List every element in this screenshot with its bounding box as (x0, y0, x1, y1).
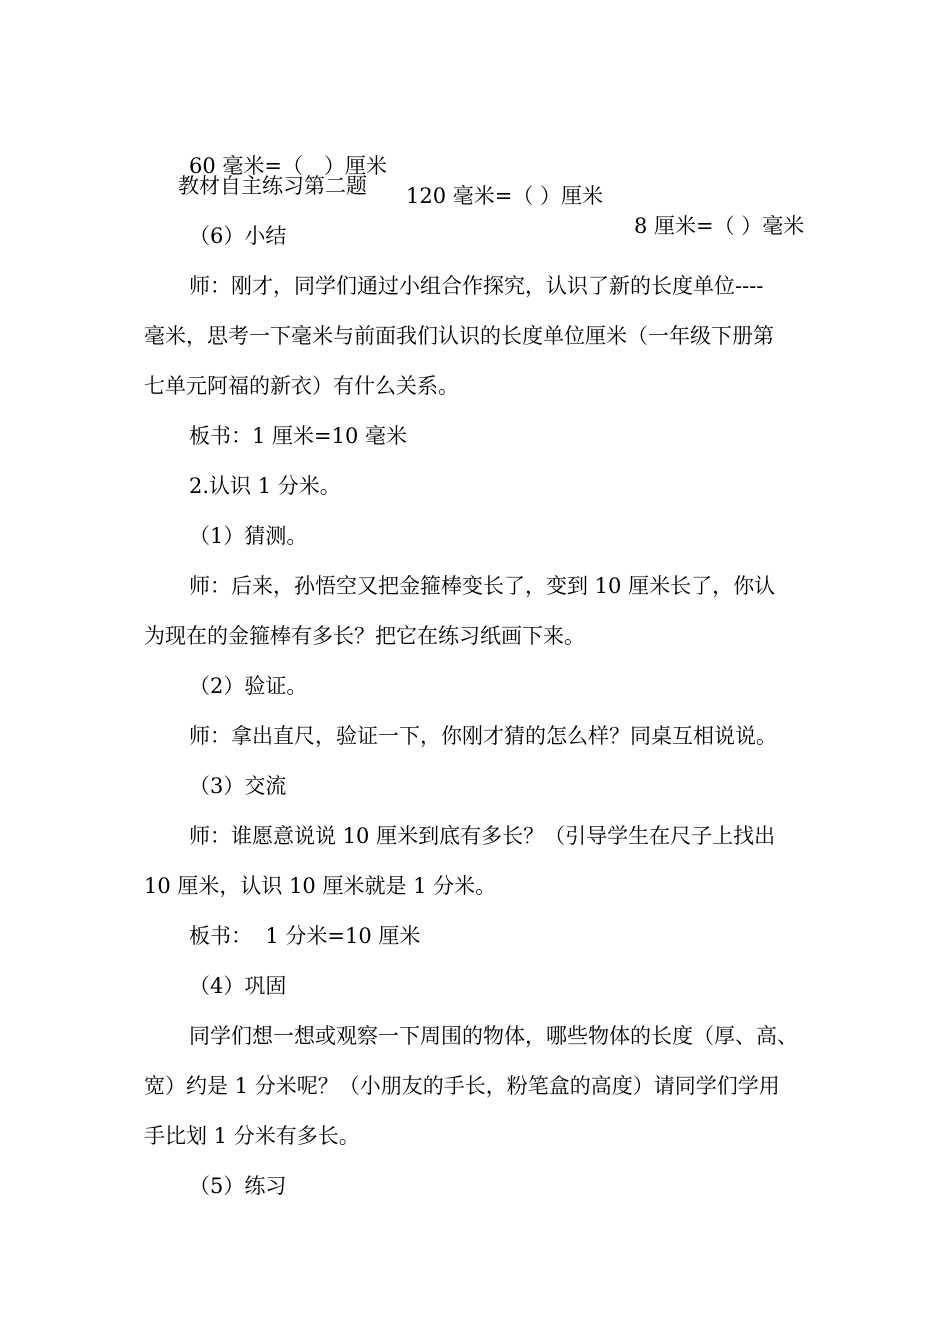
conversion-item-2: 120 毫米=（ ）厘米 (406, 184, 604, 208)
paragraph-line: 10 厘米，认识 10 厘米就是 1 分米。 (144, 874, 497, 898)
paragraph-line: 宽）约是 1 分米呢？（小朋友的手长，粉笔盒的高度）请同学们学用 (144, 1074, 780, 1098)
paragraph-line: 师：刚才，同学们通过小组合作探究，认识了新的长度单位---- (189, 274, 764, 298)
section-heading-practice: （5）练习 (189, 1174, 287, 1198)
section-heading-guess: （1）猜测。 (189, 524, 308, 548)
board-note-line: 板书：1 厘米=10 毫米 (189, 424, 408, 448)
section-heading-exchange: （3）交流 (189, 774, 287, 798)
paragraph-line: 七单元阿福的新衣）有什么关系。 (144, 374, 459, 398)
paragraph-line: 手比划 1 分米有多长。 (144, 1124, 360, 1148)
paragraph-line: 同学们想一想或观察一下周围的物体，哪些物体的长度（厚、高、 (189, 1024, 798, 1048)
paragraph-line: 师：后来，孙悟空又把金箍棒变长了，变到 10 厘米长了，你认 (189, 574, 776, 598)
section-heading-summary: （6）小结 (189, 224, 287, 248)
section-heading-decimeter: 2.认识 1 分米。 (189, 474, 341, 498)
paragraph-line: 毫米，思考一下毫米与前面我们认识的长度单位厘米（一年级下册第 (144, 324, 774, 348)
section-heading-verify: （2）验证。 (189, 674, 308, 698)
paragraph-line: 为现在的金箍棒有多长？把它在练习纸画下来。 (144, 624, 585, 648)
paragraph-line: 师：拿出直尺，验证一下，你刚才猜的怎么样？同桌互相说说。 (189, 724, 777, 748)
section-heading-consolidate: （4）巩固 (189, 974, 287, 998)
paragraph-line: 师：谁愿意说说 10 厘米到底有多长？（引导学生在尺子上找出 (189, 824, 776, 848)
board-note-line: 板书： 1 分米=10 厘米 (189, 924, 421, 948)
conversion-item-1: 60 毫米=（ ）厘米 (189, 154, 387, 178)
textbook-exercise-line: 教材自主练习第二题 (178, 174, 367, 198)
conversion-item-3: 8 厘米=（ ）毫米 (634, 214, 805, 238)
